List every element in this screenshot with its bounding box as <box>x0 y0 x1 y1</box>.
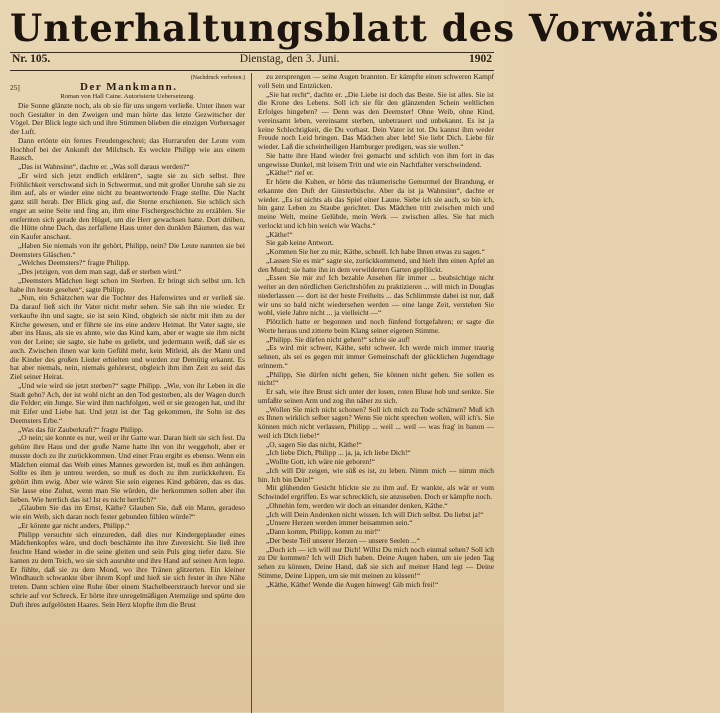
masthead: Unterhaltungsblatt des Vorwärts <box>10 6 720 50</box>
paragraph: „Sie hat recht“, dachte er. „Die Liebe ist doch das Beste. Sie ist alles. Sie ist die Krone des Lebens. Soll ich sie für den glänzenden Schein weltlichen Erfolges hingeben? — Denn was den Deemster! Ohne Weib, ohne Kind, vereinsamt leben, vereinsamt sterben, unbetrauert und unbekannt. Es ist ja keine Schlechtigkeit, die Du vorhast. Dein Vater ist tot. Du kannst ihm weder Freude noch Leid bringen. Das Mädchen aber lebt! Sie liebt Dich. Liebe für wieder. Laß die scheinheiligen Hamburger predigen, was sie wollen.“ <box>258 89 494 151</box>
paragraph: „Ich will Dein Andenken nicht wissen. Ich will Dich selbst. Du liebst ja!“ <box>266 509 484 519</box>
left-column-text <box>10 102 245 610</box>
paragraph: „Käthe!“ <box>266 229 293 239</box>
paragraph: „Es wird mir schwer, Käthe, sehr schwer. Ich werde mich immer traurig sehnen, als sei es gegen mit immer Gemeinschaft der glücklichen Jugendtage erinnern.“ <box>258 343 494 370</box>
paragraph: Sie hatte ihre Hand wieder frei gemacht und schlich von ihm fort in das ungewisse Dunkel, mit leisem Tritt und wie ein Nachtfalter verschwindend. <box>258 150 494 169</box>
paragraph: „Deemsters Mädchen liegt schon im Sterben. Er bringt sich selbst um. Ich habe ihn heute gesehen“, sagte Philipp. <box>10 275 245 294</box>
paragraph: Mit glühenden Gesicht blickte sie zu ihm auf. Er wankte, als wär er vom Schwindel ergriffen. Es war schrecklich, sie anzusehen. Doch er kämpfte noch. <box>258 483 494 501</box>
paragraph: „Lassen Sie es mir“ sagte sie, zurückkommend, und hielt ihm einen Apfel an den Mund; sie hatte ihn in dem verwilderten Garten gepflückt. <box>258 255 494 274</box>
paragraph: „Und wie wird sie jetzt sterben?“ sagte Philipp. „Wie, von ihr Leben in die Stadt gehn? Ach, der ist wohl nicht an den Tod gestorben, als der Wagen durch die Felder; ein Junge. Sie wird ihm nachfolgen, weil er sie gezogen hat, und ihr mit Eifer und Liebe hat. Und jetzt ist der Tag gekommen, ihr Sohn ist des Deemsters Erbe.“ <box>10 380 245 425</box>
paragraph: „Doch ich — ich will nur Dich! Willst Du mich noch einmal sehen? Soll ich zu Dir kommen? Ich will Dich haben. Deine Augen haben, um sie jeden Tag sehen zu können, Deine Hand, daß sie sich auf meiner Hand legt — Deine Stimme, Deine Lippen, um sie mit meinen zu küssen!“ <box>258 544 494 580</box>
paragraph: „Das ist Wahnsinn“, dachte er. „Was soll daraus werden?“ <box>18 162 190 171</box>
paragraph: „Ich liebe Dich, Philipp ... ja, ja, ich liebe Dich!“ <box>266 448 411 458</box>
paragraph: „Ohnehin fern, werden wir doch an einander denken, Käthe.“ <box>266 500 448 510</box>
paragraph: „Philipp. Sie dürfen nicht gehen!“ schrie sie auf! <box>266 334 411 344</box>
paragraph: „Wollen Sie mich nicht schonen? Soll ich mich zu Tode schämen? Muß ich es Ihnen wirklich selber sagen? Wenn Sie nicht sprechen wollen, will ich's. Sie können mich nicht verlassen, Philipp ... weil ... weil — was frag' in banon — weil ich Dich liebe!“ <box>258 404 494 440</box>
paragraph: „Dann komm, Philipp, komm zu mir!“ <box>266 527 381 536</box>
left-column <box>10 73 252 713</box>
right-column-text <box>258 73 494 589</box>
paragraph: „Philipp, Sie dürfen nicht gehen, Sie können nicht gehen. Sie sollen es nicht!“ <box>258 369 494 388</box>
installment-number: 25] <box>10 83 20 92</box>
paragraph: Die Sonne glänzte noch, als ob sie für uns ungern verließe. Unter ihnen war noch Gestalter in den Zweigen und man hörte das letzte Gezwitscher der Vögel. Der Blick legte sich und ihre Stimmen blieben die einzigen Vorhersager der Luft. <box>10 100 245 136</box>
paragraph: Er sah, wie ihre Brust sich unter der losen, roten Bluse hob und senkte. Sie umfaßte seinen Arm und zog ihn näher zu sich. <box>258 387 494 405</box>
issue-info <box>10 53 494 69</box>
serial-title: Der Mankmann. <box>80 81 178 93</box>
paragraph: Philipp versuchte sich einzureden, daß dies nur Kindergeplauder eines Mädchenkopfes wäre, und doch beschämte ihn ihre Zuversicht. Sie ließ ihre feuchte Hand wieder in die seine gleiten und sein Puls ging tiefer dazu. Sie kamen zu dem Teich, wo sie sich ausruhte und ihre Hand auf seinen Arm legte. Er fühlte, daß sie zu dem Mond, wo ihre Tränen glitzerten. Ein kleiner Windhauch schwankte über ihrem Kopf und hieß sie sich fester in ihre Nähe treten. Dann schien eine Ruhe über einem Stachelbeerstrauch hervor und sie schrie auf vor Schreck. Er hörte ihre unregelmäßigen Atemzüge und spürte den Duft ihres aufgelösten Haares. Sein Herz klopfte ihm die Brust <box>10 529 245 609</box>
paragraph: „O nein; sie konnte es nur, weil er ihr Gatte war. Daran hielt sie sich fest. Da gehöre ihre Haus und der große Name hatte ihn von ihr weggeholt, aber er musste doch zu ihr zurückkommen. Und einer Frau ergibt es ebenso. Wenn ein Mädchen einmal das Weib eines Mannes geworden ist, muß es ihm anhängen. Sollte es ihm je untreu werden, so muß es doch zu ihm zurückkehren. Es gehört ihm ewig. Aber wie wären Sie sein eigenes Kind gebären, das es das. Sie lasse eine Zuhut, wenn man Sie würden, die herkommen sollen aber ihn lieben. Wie herrlich das ist! Ist es nicht herrlich?“ <box>10 433 245 504</box>
serial-title-line <box>10 83 245 93</box>
byline: Roman von Hall Caine. Autorisierte Uebersetzung. <box>60 92 195 100</box>
paragraph: Plötzlich hatte er begonnen und noch fünfend fortgefahren; er sagte die Worte heraus und zitterte beim Klang seiner eigenen Stimme. <box>258 317 494 335</box>
paragraph: Sie gab keine Antwort. <box>266 238 334 248</box>
paragraph: „Des jetzigen, von dem man sagt, daß er sterben wird.“ <box>18 267 182 276</box>
paragraph: „Käthe!“ rief er. <box>266 168 314 178</box>
paragraph: „O, sagen Sie das nicht, Käthe!“ <box>266 439 362 449</box>
paragraph: „Haben Sie niemals von ihr gehört, Philipp, nein? Die Leute nannten sie bei Deemsters Gläschen.“ <box>10 240 245 259</box>
paragraph: Er hörte die Kuhen, er hörte das träumerische Gemurmel der Brandung, er erkannte den Duft der Ginsterbüsche. Aber da ist ja Wahnsinn“, dachte er wieder. „Es ist nichts als das Spiel einer Laune. Siebe ich sie auch, so bin ich, bin ganz Leben zu Staube gerichtet. Das Mädchen tritt zwischen mich und meine Welt, meine Gelübde, mein Werk — zwischen alles. Sie hat mich verlockt und ich bin weich wie Wachs.“ <box>258 177 494 230</box>
paragraph: „Er könnte gar nicht anders, Philipp.“ <box>18 520 130 530</box>
paragraph: „Was das für Zauberkraft?“ fragte Philipp. <box>18 424 144 434</box>
paragraph: Dann ertönte ein fernes Freudengeschrei; das Hurrarufen der Leute vom Hochhof bei der Ankunft der Milchsch. Es weckte Philipp wie aus einem Rausch. <box>10 135 245 163</box>
paragraph: „Er wird sich jetzt endlich erklären“, sagte sie zu sich selbst. Ihre Fröhlichkeit verschwand sich in Schwermut, und mit großer Unruhe sah sie zu ihm auf, als er wieder eine nicht zu beantwortende Frage stellte. Die Nacht ganz still herab. Der Blick ging auf, die Sterne erschienen. Sie schlich sich enger an seine Seite und fing an, ihm eine Fischergeschichte zu erzählen. Sie entfernten sich gerade den Hügel, um die Herr gewachsen hatte. Dort drüben, die Hütte ohne Dach, das zerfallene Haus unter den dunklen Bäumen, das war ein Kaufer anschaut. <box>10 170 245 241</box>
paragraph: „Nun, ein Schätzchen war die Tochter des Hafenwirtes und er verließ sie. Da darauf ließ sich ihr Vater nicht mehr sehen. Sie sah ihn nie wieder. Er verkaufte ihn und sagte, sie ist sein Kind, obgleich sie nicht mit ihm zu der Kirche gewesen, und er führte sie ins eine andere Heimat. Ihr Vater sagte, sie aber ins Haus, als sie es ahnte, wie das Kind kam, aber er wagte sie ihm nicht von der Leine; sie sagte, sie habe es geliebt, und jedermann weiß, daß sie es auch. Zwischen ihnen war kein Gefühl mehr, kein Mitleid, als der Mann und die Kinder des großen Lieder erhielten und wurden zur Demütig erkannt. Es hat aber niemals, nein, niemals gehörerst, obgleich ihm ihm Zeit zu seid das Ziel seiner Heirat. <box>10 293 245 381</box>
paragraph: zu zersprengen — seine Augen brannten. Er kämpfte einen schweren Kampf voll Sein und Entzücken. <box>258 72 494 90</box>
paragraph: „Käthe, Käthe! Wende die Augen hinweg! Gib mich frei!“ <box>266 579 439 589</box>
paragraph: „Wollte Gott, ich wäre nie geboren!“ <box>266 457 375 466</box>
issue-year: 1902 <box>468 53 492 65</box>
paragraph: „Welches Deemsters?“ fragte Philipp. <box>18 258 130 268</box>
rule <box>10 70 494 71</box>
paragraph: „Essen Sie mir zu! Ich bezahle Ansehen für immer ... beabsichtige nicht weiter an den nördlichen Gerichtshöfen zu praktizieren ... will mich in Douglas niederlassen — dort ist der beste Freiheits ... das Schlimmste dabei ist nur, daß wir uns so bald nicht wiedersehen werden — eine lange Zeit, verstehen Sie wohl, viele Jahre nicht ... ja vielleicht —“ <box>258 273 494 318</box>
paragraph: „Der beste Teil unserer Herzen — unsere Seelen ...“ <box>266 535 420 545</box>
paragraph: „Ich will Dir zeigen, wie süß es ist, zu leben. Nimm mich — nimm mich hin. Ich bin Dein!“ <box>258 465 494 484</box>
paragraph: „Glauben Sie das im Ernst, Käthe? Glauben Sie, daß ein Mann, geradeso wie ein Weib, sich daran noch fester gebunden fühlen würde?“ <box>10 503 245 521</box>
paragraph: „Kommen Sie her zu mir, Käthe, schnell. Ich habe Ihnen etwas zu sagen.“ <box>266 247 485 256</box>
columns <box>10 73 494 713</box>
issue-number: Nr. 105. <box>12 53 51 65</box>
paragraph: „Unsere Herzen werden immer beisammen sein.“ <box>266 518 413 528</box>
issue-date: Dienstag, den 3. Juni. <box>239 53 340 65</box>
reprint-note: (Nachdruck verboten.) <box>190 75 245 81</box>
right-column <box>252 73 494 713</box>
